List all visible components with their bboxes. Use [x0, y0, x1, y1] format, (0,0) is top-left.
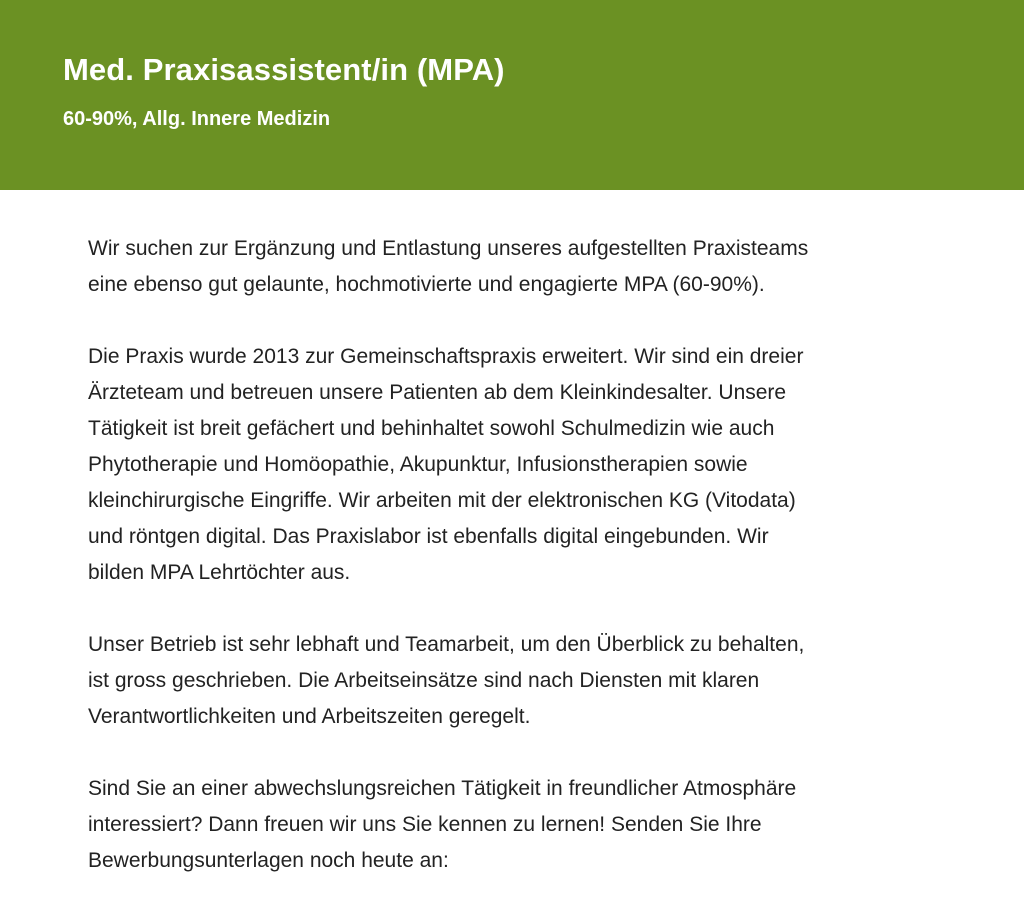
paragraph-line: Phytotherapie und Homöopathie, Akupunktur, Infusionstherapien sowie	[88, 453, 748, 476]
job-header	[0, 0, 1024, 190]
paragraph-line: eine ebenso gut gelaunte, hochmotivierte und engagierte MPA (60-90%).	[88, 273, 765, 296]
paragraph-line: Sind Sie an einer abwechslungsreichen Tätigkeit in freundlicher Atmosphäre	[88, 777, 797, 800]
paragraph-line: kleinchirurgische Eingriffe. Wir arbeiten mit der elektronischen KG (Vitodata)	[88, 489, 796, 512]
job-description	[88, 231, 1008, 915]
paragraph-teamwork	[88, 627, 1008, 735]
paragraph-line: und röntgen digital. Das Praxislabor ist ebenfalls digital eingebunden. Wir	[88, 525, 769, 548]
paragraph-line: Ärzteteam und betreuen unsere Patienten ab dem Kleinkindesalter. Unsere	[88, 381, 787, 404]
paragraph-line: Unser Betrieb ist sehr lebhaft und Teamarbeit, um den Überblick zu behalten,	[88, 633, 805, 656]
paragraph-line: Wir suchen zur Ergänzung und Entlastung unseres aufgestellten Praxisteams	[88, 237, 809, 260]
job-title: Med. Praxisassistent/in (MPA)	[63, 52, 505, 87]
paragraph-line: bilden MPA Lehrtöchter aus.	[88, 561, 351, 584]
paragraph-intro	[88, 231, 1008, 303]
paragraph-line: Bewerbungsunterlagen noch heute an:	[88, 849, 449, 872]
paragraph-line: Verantwortlichkeiten und Arbeitszeiten geregelt.	[88, 705, 531, 728]
paragraph-line: Die Praxis wurde 2013 zur Gemeinschaftspraxis erweitert. Wir sind ein dreier	[88, 345, 804, 368]
paragraph-line: interessiert? Dann freuen wir uns Sie kennen zu lernen! Senden Sie Ihre	[88, 813, 762, 836]
paragraph-line: ist gross geschrieben. Die Arbeitseinsätze sind nach Diensten mit klaren	[88, 669, 760, 692]
job-subtitle: 60-90%, Allg. Innere Medizin	[63, 108, 331, 130]
paragraph-practice	[88, 339, 1008, 591]
paragraph-call-to-action	[88, 771, 1008, 879]
paragraph-line: Tätigkeit ist breit gefächert und behinhaltet sowohl Schulmedizin wie auch	[88, 417, 775, 440]
